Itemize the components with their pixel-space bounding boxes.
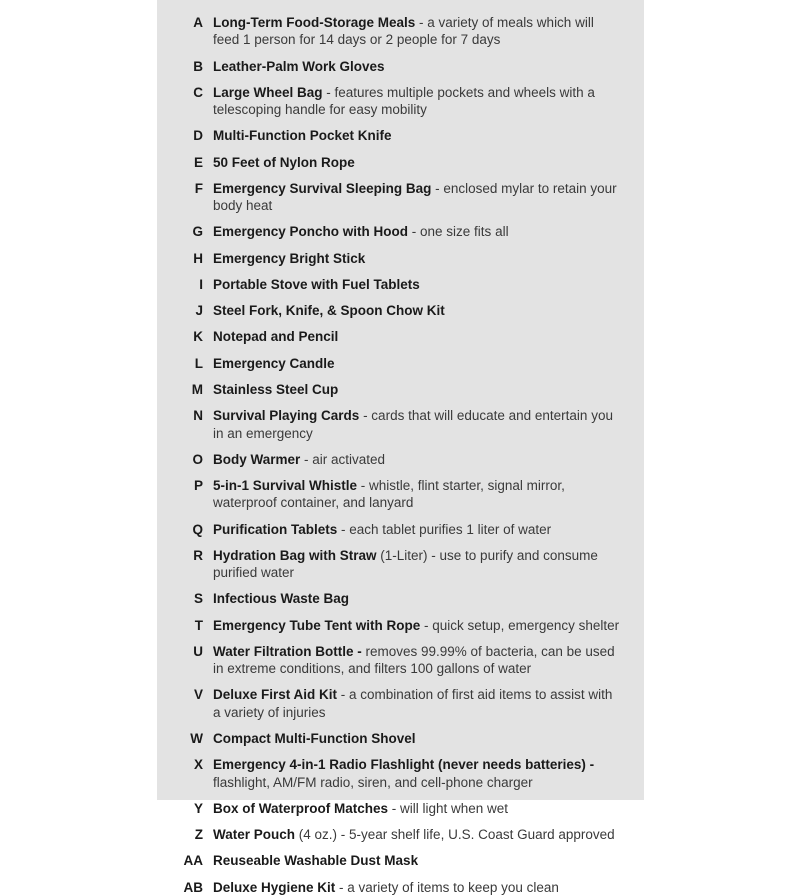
item-text — [213, 154, 622, 171]
item-letter: W — [190, 730, 203, 746]
item-name: Stainless Steel Cup — [213, 381, 339, 397]
item-letter: L — [194, 355, 203, 371]
item-name: 50 Feet of Nylon Rope — [213, 154, 355, 170]
item-letter: AA — [183, 853, 203, 869]
item-letter: N — [193, 408, 203, 424]
contents-panel — [157, 0, 644, 895]
item-description: flashlight, AM/FM radio, siren, and cell-phone charger — [213, 774, 533, 790]
item-name: Long-Term Food-Storage Meals — [213, 15, 416, 30]
item-letter: J — [195, 303, 203, 319]
item-letter: A — [193, 15, 203, 30]
item-description: - each tablet purifies 1 liter of water — [337, 521, 552, 537]
list-item — [179, 127, 622, 144]
list-item — [179, 302, 622, 319]
item-letter: F — [194, 180, 203, 196]
list-item — [179, 547, 622, 582]
item-text — [213, 84, 622, 119]
list-item — [179, 180, 622, 215]
list-item — [179, 58, 622, 75]
item-letter: V — [193, 687, 203, 703]
item-text — [213, 407, 622, 442]
list-item — [179, 276, 622, 293]
item-text — [213, 521, 622, 538]
item-text — [213, 852, 622, 869]
item-letter: R — [193, 547, 203, 563]
item-name: Infectious Waste Bag — [213, 591, 350, 607]
list-item — [179, 590, 622, 607]
item-name: Multi-Function Pocket Knife — [213, 128, 392, 144]
item-text — [213, 800, 622, 817]
item-letter: H — [193, 250, 203, 266]
list-item — [179, 617, 622, 634]
item-name: Hydration Bag with Straw — [213, 547, 377, 563]
item-name: Purification Tablets — [213, 521, 338, 537]
list-item — [179, 521, 622, 538]
list-item — [179, 355, 622, 372]
item-name: Large Wheel Bag — [213, 84, 323, 100]
list-item — [179, 223, 622, 240]
item-text — [213, 276, 622, 293]
list-item — [179, 852, 622, 869]
item-letter: X — [193, 757, 203, 773]
item-text — [213, 686, 622, 721]
item-letter: S — [193, 591, 203, 607]
item-letter: G — [192, 224, 203, 240]
item-letter: D — [193, 128, 203, 144]
item-text — [213, 180, 622, 215]
item-description: - a variety of items to keep you clean — [335, 879, 559, 895]
item-text — [213, 127, 622, 144]
item-name: Survival Playing Cards — [213, 408, 360, 424]
item-letter: B — [193, 58, 203, 74]
item-description: - will light when wet — [388, 800, 509, 816]
item-name: Emergency Candle — [213, 355, 335, 371]
item-text — [213, 590, 622, 607]
item-name: Emergency Bright Stick — [213, 250, 366, 266]
item-letter: Y — [193, 800, 203, 816]
item-name: Reuseable Washable Dust Mask — [213, 853, 419, 869]
list-item — [179, 686, 622, 721]
item-letter: M — [191, 381, 203, 397]
item-name: Steel Fork, Knife, & Spoon Chow Kit — [213, 303, 445, 319]
item-letter: P — [193, 478, 203, 494]
item-text — [213, 355, 622, 372]
item-legend-list — [179, 14, 622, 896]
item-name: Portable Stove with Fuel Tablets — [213, 276, 420, 292]
item-name: Leather-Palm Work Gloves — [213, 58, 385, 74]
item-text — [213, 826, 622, 843]
item-name: Box of Waterproof Matches — [213, 800, 389, 816]
list-item — [179, 250, 622, 267]
list-item — [179, 328, 622, 345]
item-letter: K — [193, 329, 203, 345]
list-item — [179, 756, 622, 791]
list-item — [179, 826, 622, 843]
item-letter: O — [192, 451, 203, 467]
item-text — [213, 730, 622, 747]
item-name: Deluxe First Aid Kit — [213, 687, 338, 703]
list-item — [179, 730, 622, 747]
item-text — [213, 477, 622, 512]
item-description: - a variety of meals which will feed 1 person for 14 days or 2 people for 7 days — [213, 15, 594, 48]
list-item — [179, 643, 622, 678]
item-text — [213, 879, 622, 896]
item-name: Water Pouch — [213, 827, 296, 843]
item-description: - quick setup, emergency shelter — [420, 617, 620, 633]
item-description: - one size fits all — [408, 224, 509, 240]
item-text — [213, 250, 622, 267]
item-name: Emergency Tube Tent with Rope — [213, 617, 421, 633]
item-text — [213, 756, 622, 791]
item-description: (4 oz.) - 5-year shelf life, U.S. Coast Guard approved — [295, 827, 615, 843]
item-text — [213, 617, 622, 634]
list-item — [179, 84, 622, 119]
list-item — [179, 800, 622, 817]
item-letter: I — [199, 276, 203, 292]
item-description: - air activated — [300, 451, 386, 467]
item-name: Water Filtration Bottle - — [213, 643, 362, 659]
item-letter: C — [193, 84, 203, 100]
item-name: Compact Multi-Function Shovel — [213, 730, 416, 746]
item-name: Body Warmer — [213, 451, 301, 467]
item-letter: AB — [183, 879, 203, 895]
item-description: - whistle, flint starter, signal mirror, waterproof container, and lanyard — [213, 478, 565, 511]
item-letter: Q — [192, 521, 203, 537]
item-description: - enclosed mylar to retain your body heat — [213, 180, 617, 214]
item-text — [213, 643, 622, 678]
item-text — [213, 302, 622, 319]
item-name: Notepad and Pencil — [213, 329, 339, 345]
item-text — [213, 58, 622, 75]
item-name: Deluxe Hygiene Kit — [213, 879, 336, 895]
item-name: Emergency Poncho with Hood — [213, 224, 409, 240]
item-letter: T — [194, 617, 203, 633]
list-item — [179, 451, 622, 468]
item-description: - a combination of first aid items to assist with a variety of injuries — [213, 687, 613, 720]
item-name: 5-in-1 Survival Whistle — [213, 478, 358, 494]
list-item — [179, 879, 622, 896]
item-description: - features multiple pockets and wheels with a telescoping handle for easy mobility — [213, 84, 595, 118]
item-description: - cards that will educate and entertain you in an emergency — [213, 408, 613, 441]
item-description: (1-Liter) - use to purify and consume purified water — [213, 547, 598, 581]
item-text — [213, 14, 622, 49]
item-letter: U — [193, 643, 203, 659]
list-item — [179, 407, 622, 442]
item-description: removes 99.99% of bacteria, can be used in extreme conditions, and filters 100 gallons of water — [213, 643, 615, 677]
list-item — [179, 381, 622, 398]
item-letter: Z — [194, 827, 203, 843]
list-item — [179, 477, 622, 512]
item-name: Emergency Survival Sleeping Bag — [213, 180, 432, 196]
item-text — [213, 451, 622, 468]
item-text — [213, 328, 622, 345]
item-letter: E — [193, 154, 203, 170]
list-item — [179, 154, 622, 171]
list-item — [179, 14, 622, 49]
item-text — [213, 381, 622, 398]
item-name: Emergency 4-in-1 Radio Flashlight (never needs batteries) - — [213, 757, 595, 773]
item-text — [213, 223, 622, 240]
item-text — [213, 547, 622, 582]
